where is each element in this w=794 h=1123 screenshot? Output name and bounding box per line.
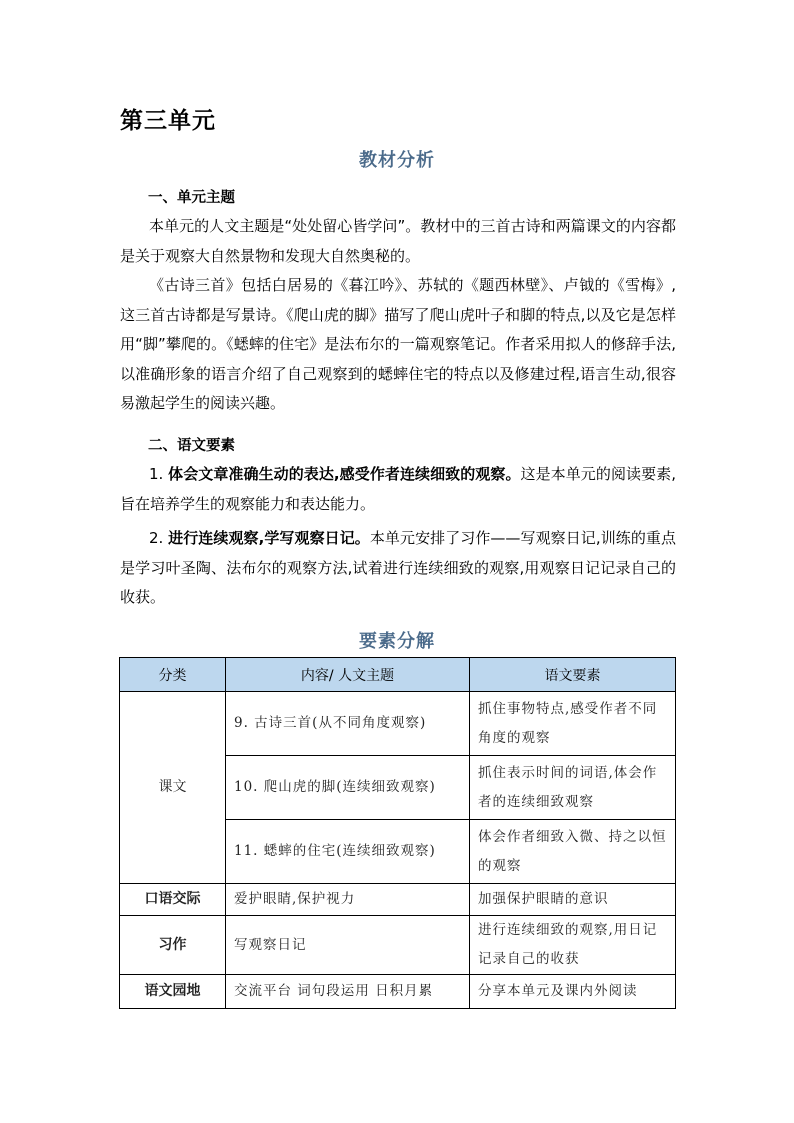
elements-table bbox=[119, 657, 676, 1009]
row-content: 10. 爬山虎的脚(连续细致观察) bbox=[226, 756, 470, 820]
row-content: 交流平台 词句段运用 日积月累 bbox=[226, 975, 470, 1009]
header-content: 内容/ 人文主题 bbox=[226, 658, 470, 692]
section-title-analysis: 教材分析 bbox=[359, 150, 435, 171]
row-element: 抓住表示时间的词语,体会作者的连续细致观察 bbox=[470, 756, 676, 820]
element-1-key-point: 体会文章准确生动的表达,感受作者连续细致的观察。 bbox=[168, 465, 521, 483]
table-row bbox=[120, 975, 676, 1009]
row-content: 9. 古诗三首(从不同角度观察) bbox=[226, 692, 470, 756]
element-2-key-point: 进行连续观察,学写观察日记。 bbox=[168, 529, 370, 547]
section-title-elements: 要素分解 bbox=[359, 631, 435, 652]
category-oral-communication: 口语交际 bbox=[120, 884, 226, 916]
row-element: 抓住事物特点,感受作者不同角度的观察 bbox=[470, 692, 676, 756]
heading-language-elements: 二、语文要素 bbox=[148, 438, 235, 454]
table-row bbox=[120, 692, 676, 756]
item-number: 1. bbox=[149, 465, 164, 483]
row-content: 11. 蟋蟀的住宅(连续细致观察) bbox=[226, 820, 470, 884]
row-element: 分享本单元及课内外阅读 bbox=[470, 975, 676, 1009]
category-language-garden: 语文园地 bbox=[120, 975, 226, 1009]
heading-unit-theme: 一、单元主题 bbox=[148, 190, 235, 206]
element-1-text: 这是本单元的阅读要素,旨在培养学生的观察能力和表达能力。 bbox=[120, 465, 676, 513]
element-2-text: 本单元安排了习作——写观察日记,训练的重点是学习叶圣陶、法布尔的观察方法,试着进行连续细致的观察,用观察日记记录自己的收获。 bbox=[120, 529, 676, 606]
unit-title: 第三单元 bbox=[120, 108, 216, 134]
item-number: 2. bbox=[149, 529, 164, 547]
header-language-element: 语文要素 bbox=[470, 658, 676, 692]
row-element: 进行连续细致的观察,用日记记录自己的收获 bbox=[470, 916, 676, 975]
row-content: 爱护眼睛,保护视力 bbox=[226, 884, 470, 916]
table-row bbox=[120, 884, 676, 916]
paragraph-element-2 bbox=[120, 524, 676, 613]
row-element: 加强保护眼睛的意识 bbox=[470, 884, 676, 916]
table-row bbox=[120, 916, 676, 975]
row-content: 写观察日记 bbox=[226, 916, 470, 975]
category-writing: 习作 bbox=[120, 916, 226, 975]
paragraph-element-1 bbox=[120, 460, 676, 519]
paragraph-theme-intro: 本单元的人文主题是“处处留心皆学问”。教材中的三首古诗和两篇课文的内容都是关于观察大自然景物和发现大自然奥秘的。 bbox=[120, 217, 676, 265]
row-element: 体会作者细致入微、持之以恒的观察 bbox=[470, 820, 676, 884]
category-kewen: 课文 bbox=[120, 692, 226, 884]
paragraph-texts-overview: 《古诗三首》包括白居易的《暮江吟》、苏轼的《题西林壁》、卢钺的《雪梅》,这三首古诗都是写景诗。《爬山虎的脚》描写了爬山虎叶子和脚的特点,以及它是怎样用“脚”攀爬的。《蟋蟀的住宅》是法布尔的一篇观察笔记。作者采用拟人的修辞手法,以准确形象的语言介绍了自己观察到的蟋蟀住宅的特点以及修建过程,语言生动,很容易激起学生的阅读兴趣。 bbox=[120, 276, 676, 412]
header-category: 分类 bbox=[120, 658, 226, 692]
table-header-row bbox=[120, 658, 676, 692]
